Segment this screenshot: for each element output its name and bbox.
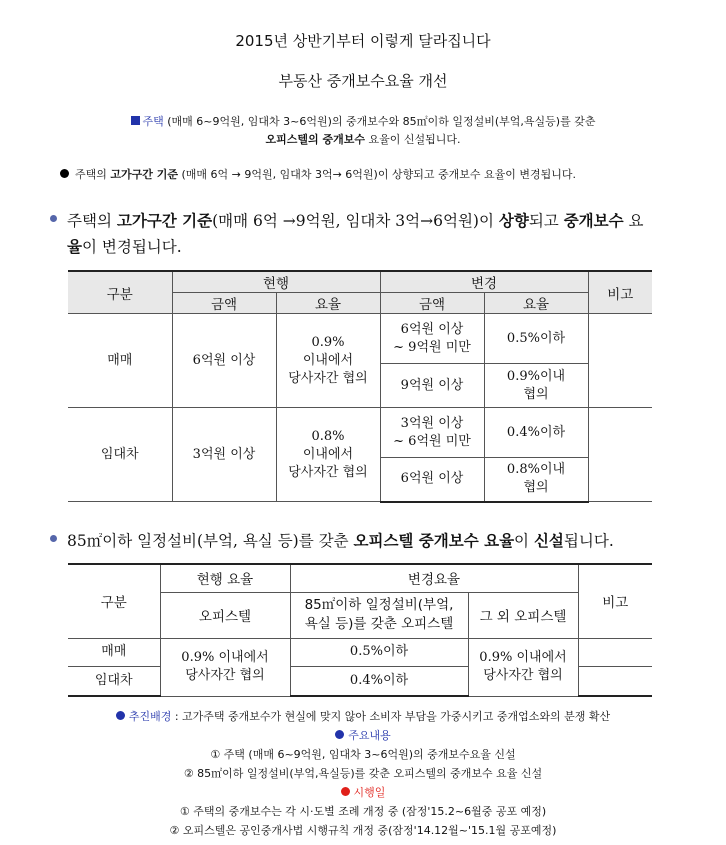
intro-bold-3: 고가구간 기준 bbox=[110, 168, 178, 181]
t2-header-note: 비고 bbox=[578, 564, 652, 638]
blue-square-icon bbox=[131, 116, 140, 125]
s1-bold-a: 고가구간 기준 bbox=[116, 211, 213, 230]
red-circle-icon bbox=[341, 787, 350, 796]
footer-main-1: ① 주택 (매매 6~9억원, 임대차 3~6억원)의 중개보수요율 신설 bbox=[210, 748, 516, 761]
bullet-icon bbox=[50, 535, 57, 542]
header-amount-new: 금액 bbox=[380, 293, 484, 314]
header-rate-new: 요율 bbox=[484, 293, 588, 314]
lease-change-rate-2: 0.8%이내 협의 bbox=[484, 458, 588, 502]
s1-text-d: 요 bbox=[623, 212, 644, 230]
lease-current-amount: 3억원 이상 bbox=[172, 408, 276, 502]
page-title: 2015년 상반기부터 이렇게 달라집니다 bbox=[235, 32, 491, 50]
sale-change-rate-1: 0.5%이하 bbox=[484, 314, 588, 364]
footer-effective-2: ② 오피스텔은 공인중개사법 시행규칙 개정 중(잠정'14.12월~'15.1월 공포예정) bbox=[169, 824, 557, 837]
t2-sale-note bbox=[578, 638, 652, 666]
lease-note bbox=[588, 408, 652, 502]
header-current: 현행 bbox=[172, 271, 380, 293]
s1-bold-c: 중개보수 bbox=[563, 211, 624, 230]
t2-header-current-rate: 현행 요율 bbox=[160, 564, 290, 592]
footer-effective-heading bbox=[0, 783, 726, 802]
effective-label: 시행일 bbox=[353, 786, 386, 799]
page-subtitle: 부동산 중개보수요율 개선 bbox=[278, 72, 448, 90]
sale-change-amount-1: 6억원 이상 ~ 9억원 미만 bbox=[380, 314, 484, 364]
black-circle-icon bbox=[60, 169, 69, 178]
t2-row-lease-label: 임대차 bbox=[68, 666, 160, 696]
blue-circle-icon bbox=[116, 711, 125, 720]
intro-line-3 bbox=[60, 166, 700, 182]
row-sale-label: 매매 bbox=[68, 314, 172, 408]
sale-current-amount: 6억원 이상 bbox=[172, 314, 276, 408]
s2-text-b: 이 bbox=[514, 532, 534, 550]
sale-current-rate: 0.9% 이내에서 당사자간 협의 bbox=[276, 314, 380, 408]
intro-line-2 bbox=[0, 131, 726, 147]
t2-header-changed-rate: 변경요율 bbox=[290, 564, 578, 592]
lease-change-amount-2: 6억원 이상 bbox=[380, 458, 484, 502]
section-2-heading bbox=[50, 528, 670, 554]
blue-circle-icon bbox=[335, 730, 344, 739]
t2-other-value: 0.9% 이내에서 당사자간 협의 bbox=[468, 638, 578, 696]
lease-change-rate-1: 0.4%이하 bbox=[484, 408, 588, 458]
t2-current-value: 0.9% 이내에서 당사자간 협의 bbox=[160, 638, 290, 696]
header-amount: 금액 bbox=[172, 293, 276, 314]
sale-change-amount-2: 9억원 이상 bbox=[380, 364, 484, 408]
intro-text-1: (매매 6~9억원, 임대차 3~6억원)의 중개보수와 85㎡이하 일정설비(부엌,욕실등)를 갖춘 bbox=[163, 115, 596, 128]
s2-text-c: 됩니다. bbox=[563, 532, 614, 550]
footer-notes bbox=[0, 707, 726, 840]
t2-header-85: 85㎡이하 일정설비(부엌, 욕실 등)를 갖춘 오피스텔 bbox=[290, 592, 468, 638]
intro-bold-2: 오피스텔의 중개보수 bbox=[265, 133, 365, 146]
s2-bold-a: 오피스텔 중개보수 요율 bbox=[353, 531, 515, 550]
background-text: : 고가주택 중개보수가 현실에 맞지 않아 소비자 부담을 가중시키고 중개업소와의 분쟁 확산 bbox=[171, 710, 611, 723]
footer-background bbox=[0, 707, 726, 726]
footer-main-heading bbox=[0, 726, 726, 745]
row-lease-label: 임대차 bbox=[68, 408, 172, 502]
intro-text-2: 요율이 신설됩니다. bbox=[364, 133, 461, 146]
intro-text-3a: 주택의 bbox=[75, 168, 111, 181]
s2-text-a: 85㎡이하 일정설비(부엌, 욕실 등)를 갖춘 bbox=[67, 532, 354, 550]
lease-change-amount-1: 3억원 이상 ~ 6억원 미만 bbox=[380, 408, 484, 458]
t2-header-other: 그 외 오피스텔 bbox=[468, 592, 578, 638]
main-label: 주요내용 bbox=[348, 729, 391, 742]
intro-line-1 bbox=[0, 113, 726, 129]
t2-sale-85: 0.5%이하 bbox=[290, 638, 468, 666]
footer-main-2: ② 85㎡이하 일정설비(부엌,욕실등)를 갖춘 오피스텔의 중개보수 요율 신설 bbox=[183, 767, 543, 780]
section-1-heading bbox=[50, 208, 670, 260]
intro-label: 주택 bbox=[142, 115, 164, 128]
background-label: 추진배경 bbox=[128, 710, 172, 723]
table-officetel-rates bbox=[68, 563, 652, 697]
t2-header-category: 구분 bbox=[68, 564, 160, 638]
s1-text-b: (매매 6억 →9억원, 임대차 3억→6억원)이 bbox=[212, 212, 499, 230]
s1-text-e: 이 변경됩니다. bbox=[81, 238, 182, 256]
bullet-icon bbox=[50, 215, 57, 222]
header-change: 변경 bbox=[380, 271, 588, 293]
s1-bold-b: 상향 bbox=[498, 211, 529, 230]
lease-current-rate: 0.8% 이내에서 당사자간 협의 bbox=[276, 408, 380, 502]
header-category: 구분 bbox=[68, 271, 172, 314]
t2-header-officetel: 오피스텔 bbox=[160, 592, 290, 638]
sale-note bbox=[588, 314, 652, 408]
t2-row-sale-label: 매매 bbox=[68, 638, 160, 666]
footer-effective-1: ① 주택의 중개보수는 각 시·도별 조례 개정 중 (잠정'15.2~6월중 공포 예정) bbox=[179, 805, 547, 818]
sale-change-rate-2: 0.9%이내 협의 bbox=[484, 364, 588, 408]
header-note: 비고 bbox=[588, 271, 652, 314]
s1-bold-d: 율 bbox=[67, 237, 82, 256]
s1-text-a: 주택의 bbox=[67, 212, 117, 230]
s1-text-c: 되고 bbox=[528, 212, 564, 230]
t2-lease-note bbox=[578, 666, 652, 696]
s2-bold-b: 신설 bbox=[533, 531, 564, 550]
t2-lease-85: 0.4%이하 bbox=[290, 666, 468, 696]
table-house-rates bbox=[68, 270, 652, 503]
intro-text-3b: (매매 6억 → 9억원, 임대차 3억→ 6억원)이 상향되고 중개보수 요율이 변경됩니다. bbox=[177, 168, 576, 181]
header-rate: 요율 bbox=[276, 293, 380, 314]
